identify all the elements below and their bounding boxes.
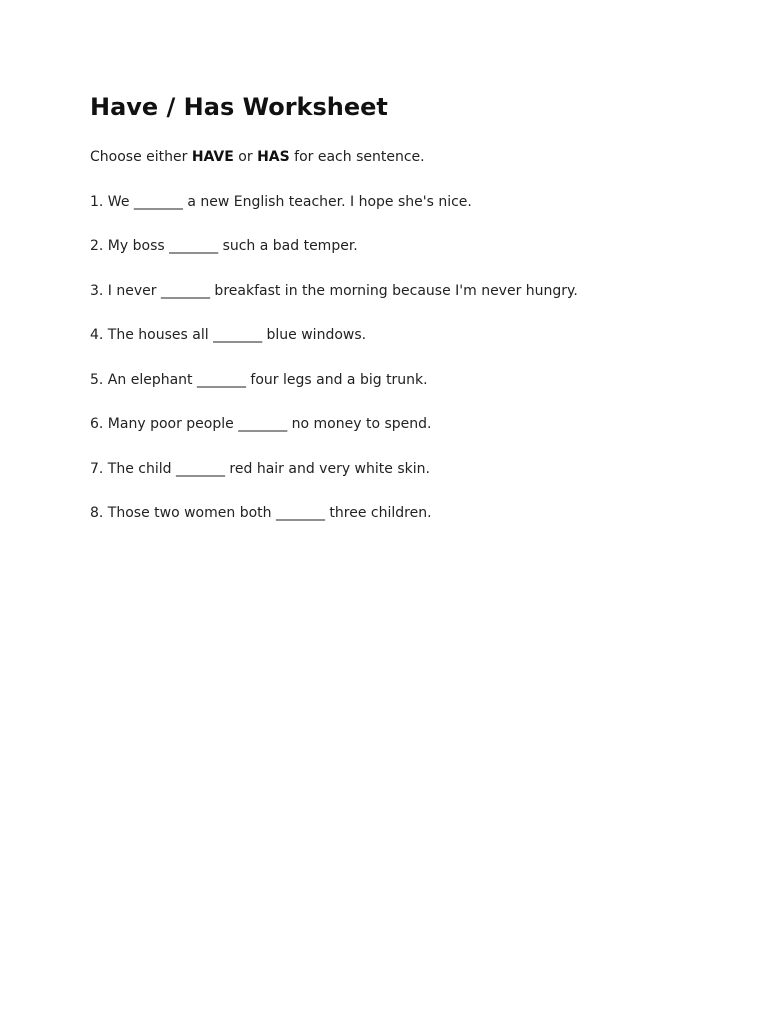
question-8: 8. Those two women both _______ three children. — [90, 505, 432, 521]
instructions-middle: or — [233, 149, 258, 165]
question-4: 4. The houses all _______ blue windows. — [90, 327, 367, 343]
option-have: HAVE — [191, 149, 234, 165]
option-has: HAS — [257, 149, 290, 165]
page-title: Have / Has Worksheet — [90, 93, 388, 121]
instructions — [90, 148, 425, 166]
instructions-prefix: Choose either — [90, 149, 192, 165]
question-3: 3. I never _______ breakfast in the morning because I'm never hungry. — [90, 283, 578, 299]
question-5: 5. An elephant _______ four legs and a big trunk. — [90, 372, 428, 388]
question-2: 2. My boss _______ such a bad temper. — [90, 238, 358, 254]
instructions-suffix: for each sentence. — [289, 149, 425, 165]
question-6: 6. Many poor people _______ no money to spend. — [90, 416, 432, 432]
question-7: 7. The child _______ red hair and very white skin. — [90, 461, 430, 477]
question-1: 1. We _______ a new English teacher. I hope she's nice. — [90, 194, 472, 210]
